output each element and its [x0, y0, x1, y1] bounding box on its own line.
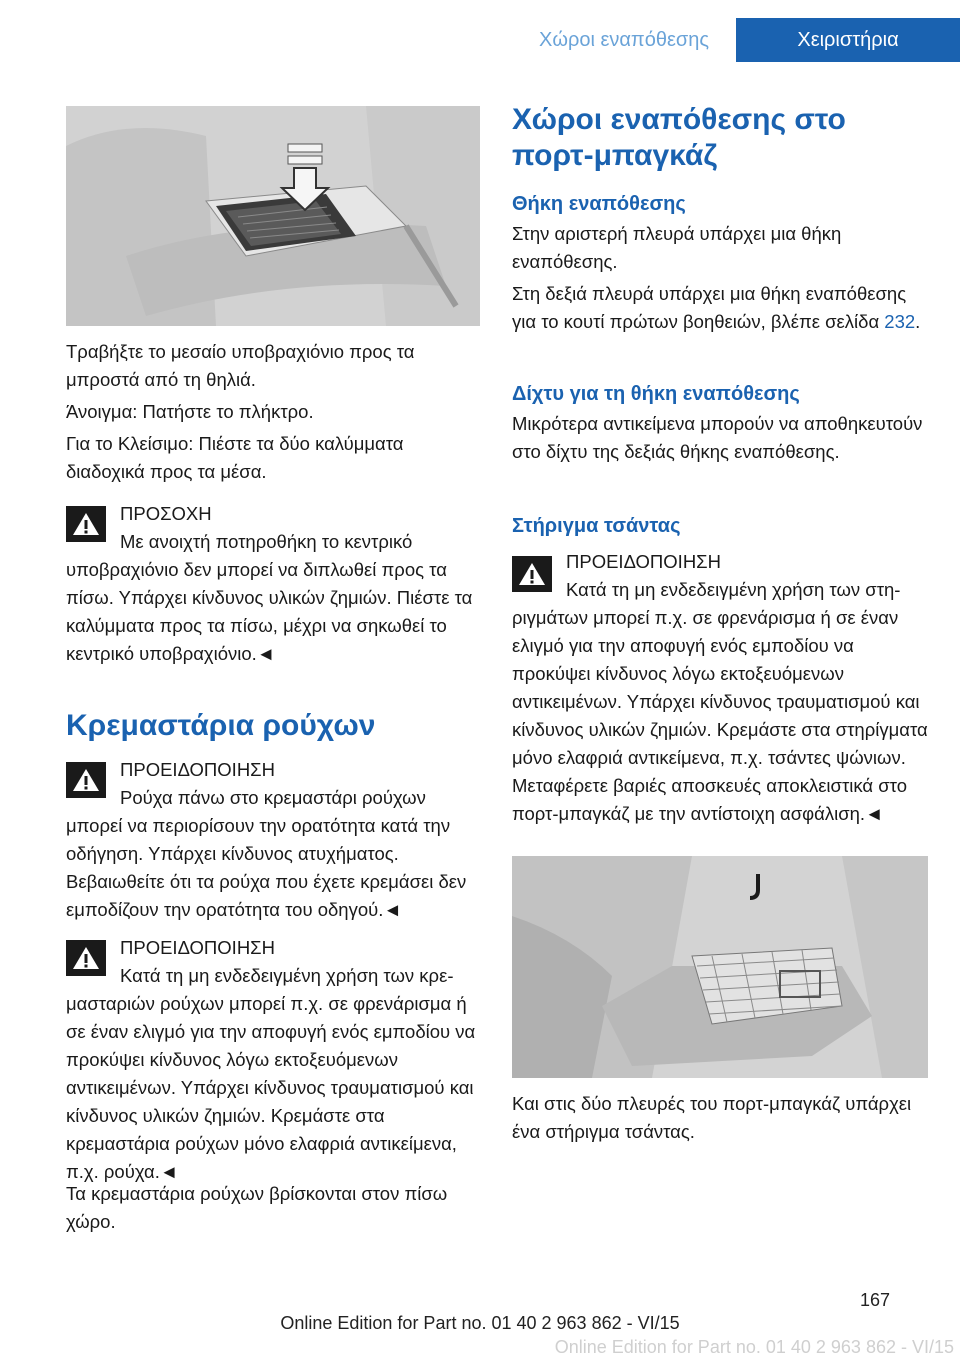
paragraph-pull-armrest: Τραβήξτε το μεσαίο υποβραχιόνιο προς τα μπροστά από τη θηλιά. [66, 341, 415, 390]
warning-text: μπορεί να περιορίσουν την ορατότητα κατά την οδήγηση. Υπάρχει κίνδυνος ατυχήματος. Βεβαιωθείτε ότι τα ρούχα που έχετε κρεμάσει δεν εμποδίζουν την ορατότητα του οδηγού.◄ [66, 815, 467, 920]
subheading-bag-hook: Στήριγμα τσάντας [512, 515, 681, 537]
page-link-232[interactable]: 232 [884, 311, 916, 332]
warning-block-visibility [66, 756, 480, 924]
paragraph-hooks-location: Τα κρεμαστάρια ρούχων βρίσκονται στον πίσω χώρο. [66, 1183, 448, 1232]
warning-first-line: Κατά τη μη ενδεδειγμένη χρήση των στη- [566, 579, 901, 600]
page-header [0, 0, 960, 62]
caution-first-line: Με ανοιχτή ποτηροθήκη το κεντρικό [120, 531, 413, 552]
section-title-luggage-storage: Χώροι εναπόθεσης στο πορτ-μπαγκάζ [512, 103, 846, 172]
paragraph-bag-hooks-both-sides: Και στις δύο πλευρές του πορτ-μπαγκάζ υπάρχει ένα στήριγμα τσάντας. [512, 1093, 912, 1142]
warning-title: ΠΡΟΕΙΔΟΠΟΙΗΣΗ [566, 551, 721, 572]
subheading-storage-net: Δίχτυ για τη θήκη εναπόθεσης [512, 383, 800, 405]
caution-title: ΠΡΟΣΟΧΗ [120, 503, 212, 524]
paragraph-right-compartment [512, 280, 928, 336]
paragraph-close: Για το Κλείσιμο: Πιέστε τα δύο καλύμματα διαδοχικά προς τα μέσα. [66, 433, 404, 482]
warning-text: ριγμάτων μπορεί π.χ. σε φρενάρισμα ή σε έναν ελιγμό για την αποφυγή ενός εμποδίου να προκύψει κίνδυνος λόγω εκτοξευόμενων αντικειμένων. Υπάρχει κίνδυνος τραυματισμού και κίνδυνος υλικών ζημιών. Κρεμάστε στα στηρίγματα μόνο ελαφριά αντικείμενα, π.χ. τσάντες ψώνιων. Μεταφέρετε βαριές αποσκευές αποκλειστικά στο πορτ-μπαγκάζ με την αντίστοιχη ασφάλιση.◄ [512, 607, 928, 824]
subheading-storage-compartment: Θήκη εναπόθεσης [512, 193, 686, 215]
header-section-label: Χώροι εναπόθεσης [539, 29, 709, 51]
caution-text: υποβραχιόνιο δεν μπορεί να διπλωθεί προς τα πίσω. Υπάρχει κίνδυνος υλικών ζημιών. Πιέστε τα καλύμματα προς τα πίσω, μέχρι να σηκωθεί το κεντρικό υποβραχιόνιο.◄ [66, 559, 473, 664]
header-chapter-tab: Χειριστήρια [736, 18, 960, 62]
warning-title: ΠΡΟΕΙΔΟΠΟΙΗΣΗ [120, 759, 275, 780]
paragraph-storage-net: Μικρότερα αντικείμενα μπορούν να αποθηκευτούν στο δίχτυ της δεξιάς θήκης εναπόθεσης. [512, 413, 923, 462]
warning-first-line: Κατά τη μη ενδεδειγμένη χρήση των κρε- [120, 965, 454, 986]
page-number: 167 [860, 1290, 891, 1310]
footer-edition: Online Edition for Part no. 01 40 2 963 862 - VI/15 [280, 1313, 680, 1333]
warning-first-line: Ρούχα πάνω στο κρεμαστάρι ρούχων [120, 787, 426, 808]
paragraph-right-compartment-text: Στη δεξιά πλευρά υπάρχει μια θήκη εναπόθεσης για το κουτί πρώτων βοηθειών, βλέπε σελίδα [512, 283, 907, 332]
paragraph-open: Άνοιγμα: Πατήστε το πλήκτρο. [66, 401, 314, 422]
luggage-compartment-photo [512, 856, 928, 1078]
warning-block-hooks-misuse [66, 934, 480, 1186]
section-title-coat-hooks: Κρεμαστάρια ρούχων [66, 709, 376, 742]
paragraph-end: . [915, 311, 921, 332]
warning-text: μασταριών ρούχων μπορεί π.χ. σε φρενάρισμα ή σε έναν ελιγμό για την αποφυγή ενός εμποδίου να προκύψει κίνδυνος λόγω εκτοξευόμενων αντικειμένων. Υπάρχει κίνδυνος τραυματισμού και κίνδυνος υλικών ζημιών. Κρεμάστε στα κρεμαστάρια ρούχων μόνο ελαφριά αντικείμενα, π.χ. ρούχα.◄ [66, 993, 476, 1182]
armrest-photo [66, 106, 480, 326]
paragraph-left-compartment: Στην αριστερή πλευρά υπάρχει μια θήκη εναπόθεσης. [512, 223, 842, 272]
warning-block-bag-hooks [512, 548, 928, 828]
caution-block [66, 500, 480, 668]
watermark: Online Edition for Part no. 01 40 2 963 862 - VI/15 [554, 1337, 954, 1357]
warning-title: ΠΡΟΕΙΔΟΠΟΙΗΣΗ [120, 937, 275, 958]
